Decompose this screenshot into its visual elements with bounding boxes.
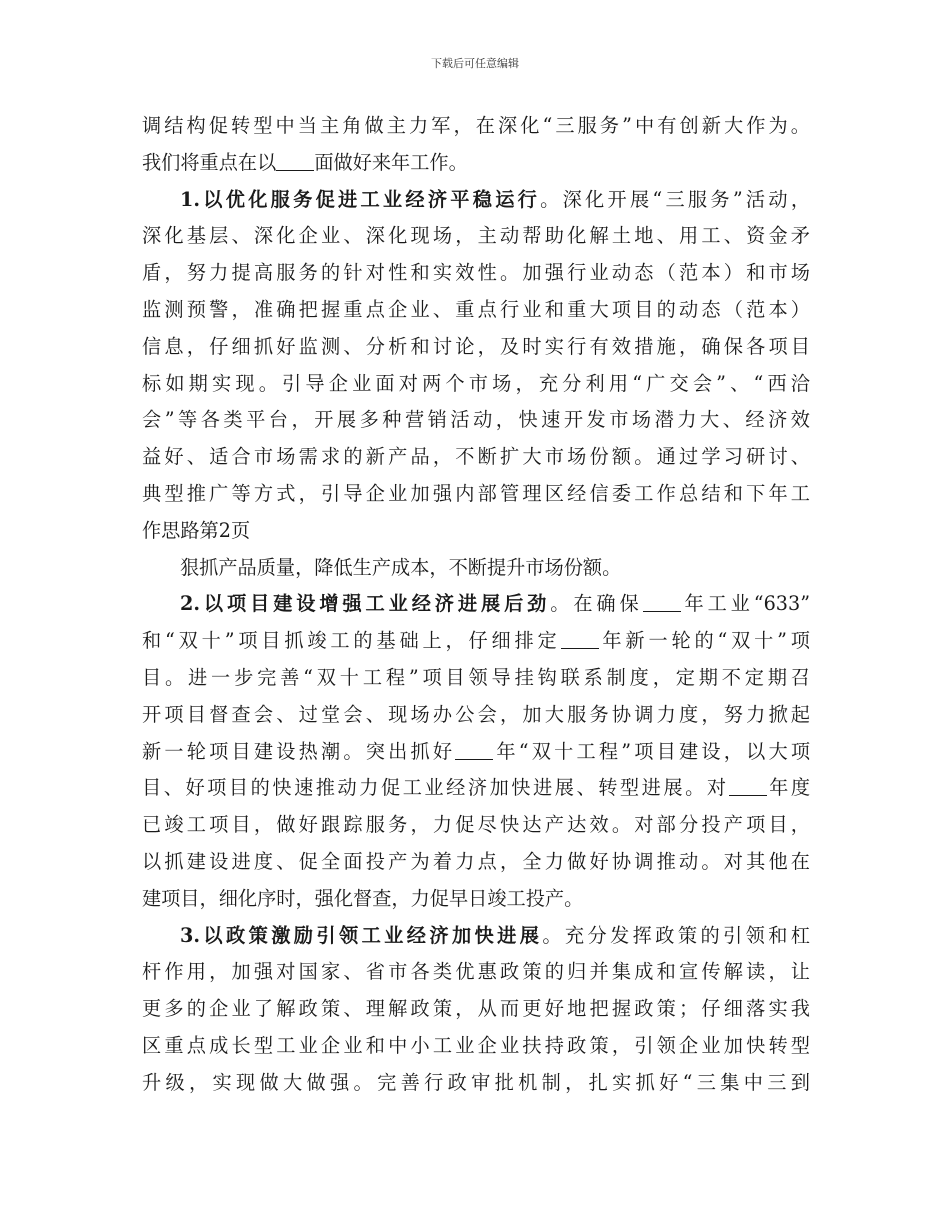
section-1-line: 信息，仔细抓好监测、分析和讨论，及时实行有效措施，确保各项目 (142, 334, 810, 358)
section-2-line (142, 586, 810, 623)
text-run: 我们将重点在以 (142, 150, 277, 174)
section-2-heading: 2.以项目建设增强工业经济进展后劲 (180, 592, 551, 616)
fill-in-blank (455, 741, 493, 760)
section-2-line (142, 770, 810, 807)
section-2-line: 目。进一步完善“双十工程”项目领导挂钩联系制度，定期不定期召 (142, 665, 810, 689)
section-2-line: 开项目督查会、过堂会、现场办公会，加大服务协调力度，努力掀起 (142, 702, 810, 726)
text-run: 。充分发挥政策的引领和杠 (542, 923, 810, 947)
text-run: 。深化开展“三服务”活动， (540, 187, 810, 211)
section-1-line (142, 182, 810, 219)
section-1-line: 监测预警，准确把握重点企业、重点行业和重大项目的动态（范本） (142, 297, 810, 321)
section-3-line: 杆作用，加强对国家、省市各类优惠政策的归并集成和宣传解读，让 (142, 960, 810, 984)
section-2-line: 已竣工项目，做好跟踪服务，力促尽快达产达效。对部分投产项目， (142, 813, 810, 837)
text-run: 和“双十”项目抓竣工的基础上，仔细排定 (142, 629, 561, 653)
section-3-line: 升级，实现做大做强。完善行政审批机制，扎实抓好“三集中三到 (142, 1070, 810, 1094)
page-header-note: 下载后可任意编辑 (431, 57, 519, 70)
text-run: 年工业“633” (680, 592, 810, 616)
section-1-heading: 1.以优化服务促进工业经济平稳运行 (180, 187, 541, 211)
section-3-line (142, 918, 810, 955)
fill-in-blank (729, 777, 767, 796)
section-1-line: 作思路第2页 (142, 518, 251, 542)
section-2-line (142, 623, 810, 660)
text-run: 年“双十工程”项目建设，以大项 (493, 739, 810, 763)
text-run: 目、好项目的快速推动力促工业经济加快进展、转型进展。对 (142, 776, 729, 800)
fill-in-blank (643, 593, 681, 612)
section-1-line: 标如期实现。引导企业面对两个市场，充分利用“广交会”、“西洽 (142, 371, 810, 395)
text-run: 。在确保 (550, 592, 643, 616)
paragraph-line (142, 145, 810, 182)
section-2-line: 建项目，细化序时，强化督查，力促早日竣工投产。 (142, 886, 584, 910)
text-run: 新一轮项目建设热潮。突出抓好 (142, 739, 456, 763)
section-2-line: 以抓建设进度、促全面投产为着力点，全力做好协调推动。对其他在 (142, 849, 810, 873)
fill-in-blank (276, 152, 314, 171)
text-run: 面做好来年工作。 (314, 150, 468, 174)
section-1-line: 狠抓产品质量，降低生产成本，不断提升市场份额。 (180, 555, 622, 579)
text-run: 年度 (766, 776, 810, 800)
section-3-heading: 3.以政策激励引领工业经济加快进展 (180, 923, 543, 947)
section-1-line: 会”等各类平台，开展多种营销活动，快速开发市场潜力大、经济效 (142, 408, 810, 432)
document-body (142, 108, 810, 1102)
section-1-line: 盾，努力提高服务的针对性和实效性。加强行业动态（范本）和市场 (142, 261, 810, 285)
text-run: 年新一轮的“双十”项 (598, 629, 810, 653)
fill-in-blank (561, 630, 599, 649)
section-3-line: 更多的企业了解政策、理解政策，从而更好地把握政策；仔细落实我 (142, 997, 810, 1021)
section-3-line: 区重点成长型工业企业和中小工业企业扶持政策，引领企业加快转型 (142, 1033, 810, 1057)
section-1-line: 深化基层、深化企业、深化现场，主动帮助化解土地、用工、资金矛 (142, 224, 810, 248)
section-1-line: 典型推广等方式，引导企业加强内部管理区经信委工作总结和下年工 (142, 481, 810, 505)
paragraph-line: 调结构促转型中当主角做主力军，在深化“三服务”中有创新大作为。 (142, 114, 810, 137)
section-2-line (142, 734, 810, 771)
section-1-line: 益好、适合市场需求的新产品，不断扩大市场份额。通过学习研讨、 (142, 445, 810, 469)
